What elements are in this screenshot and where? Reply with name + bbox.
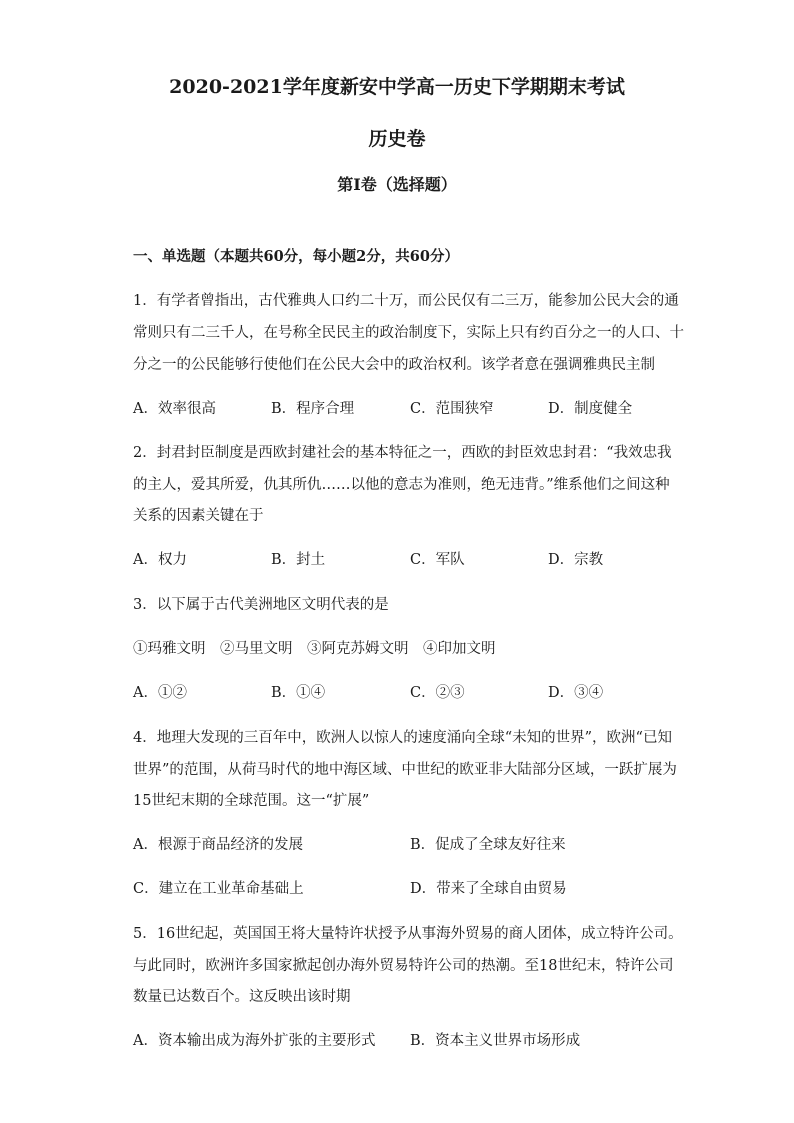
option-b[interactable]: B．资本主义世界市场形成 xyxy=(410,1033,581,1049)
exam-title: 2020-2021学年度新安中学高一历史下学期期末考试 xyxy=(169,76,625,98)
question-options xyxy=(133,1029,693,1051)
question-text-line: 与此同时，欧洲许多国家掀起创办海外贸易特许公司的热潮。至18世纪末，特许公司 xyxy=(133,958,674,974)
question-options xyxy=(133,681,693,703)
option-b[interactable]: B．封土 xyxy=(271,552,326,568)
question-text-line: 世界”的范围，从荷马时代的地中海区域、中世纪的欧亚非大陆部分区域，一跃扩展为 xyxy=(133,762,677,778)
option-d[interactable]: D．带来了全球自由贸易 xyxy=(410,881,567,897)
section-heading: 一、单选题（本题共60分，每小题2分，共60分） xyxy=(133,248,459,265)
option-c[interactable]: C．建立在工业革命基础上 xyxy=(133,881,304,897)
option-b[interactable]: B．促成了全球友好往来 xyxy=(410,837,566,853)
option-c[interactable]: C．②③ xyxy=(410,685,465,701)
question-options xyxy=(133,833,693,855)
question-text-line: 常则只有二三千人，在号称全民民主的政治制度下，实际上只有约百分之一的人口、十 xyxy=(133,325,684,341)
option-a[interactable]: A．①② xyxy=(133,685,187,701)
question-options xyxy=(133,397,693,419)
question-text-line: 3．以下属于古代美洲地区文明代表的是 xyxy=(133,597,389,613)
option-d[interactable]: D．制度健全 xyxy=(548,401,633,417)
question-options xyxy=(133,877,693,899)
option-d[interactable]: D．宗教 xyxy=(548,552,604,568)
question-text-line: 数量已达数百个。这反映出该时期 xyxy=(133,989,351,1005)
option-b[interactable]: B．程序合理 xyxy=(271,401,355,417)
question-options xyxy=(133,548,693,570)
option-a[interactable]: A．根源于商品经济的发展 xyxy=(133,837,303,853)
question-text-line: 的主人，爱其所爱，仇其所仇……以他的意志为准则，绝无违背。”维系他们之间这种 xyxy=(133,477,670,493)
option-a[interactable]: A．效率很高 xyxy=(133,401,216,417)
option-b[interactable]: B．①④ xyxy=(271,685,326,701)
question-text-line: 5．16世纪起，英国国王将大量特许状授予从事海外贸易的商人团体，成立特许公司。 xyxy=(133,926,683,942)
option-d[interactable]: D．③④ xyxy=(548,685,604,701)
question-text-line: 关系的因素关键在于 xyxy=(133,508,264,524)
option-c[interactable]: C．范围狭窄 xyxy=(410,401,494,417)
question-text-line: ①玛雅文明 ②马里文明 ③阿克苏姆文明 ④印加文明 xyxy=(133,641,496,657)
question-text-line: 2．封君封臣制度是西欧封建社会的基本特征之一，西欧的封臣效忠封君：“我效忠我 xyxy=(133,445,672,461)
volume-heading: 第I卷（选择题） xyxy=(337,175,457,194)
question-text-line: 4．地理大发现的三百年中，欧洲人以惊人的速度涌向全球“未知的世界”，欧洲“已知 xyxy=(133,730,672,746)
option-a[interactable]: A．权力 xyxy=(133,552,187,568)
question-text-line: 分之一的公民能够行使他们在公民大会中的政治权利。该学者意在强调雅典民主制 xyxy=(133,357,655,373)
question-text-line: 15世纪末期的全球范围。这一“扩展” xyxy=(133,793,370,809)
option-c[interactable]: C．军队 xyxy=(410,552,465,568)
option-a[interactable]: A．资本输出成为海外扩张的主要形式 xyxy=(133,1033,376,1049)
exam-subtitle: 历史卷 xyxy=(368,128,426,150)
question-text-line: 1．有学者曾指出，古代雅典人口约二十万，而公民仅有二三万，能参加公民大会的通 xyxy=(133,293,679,309)
